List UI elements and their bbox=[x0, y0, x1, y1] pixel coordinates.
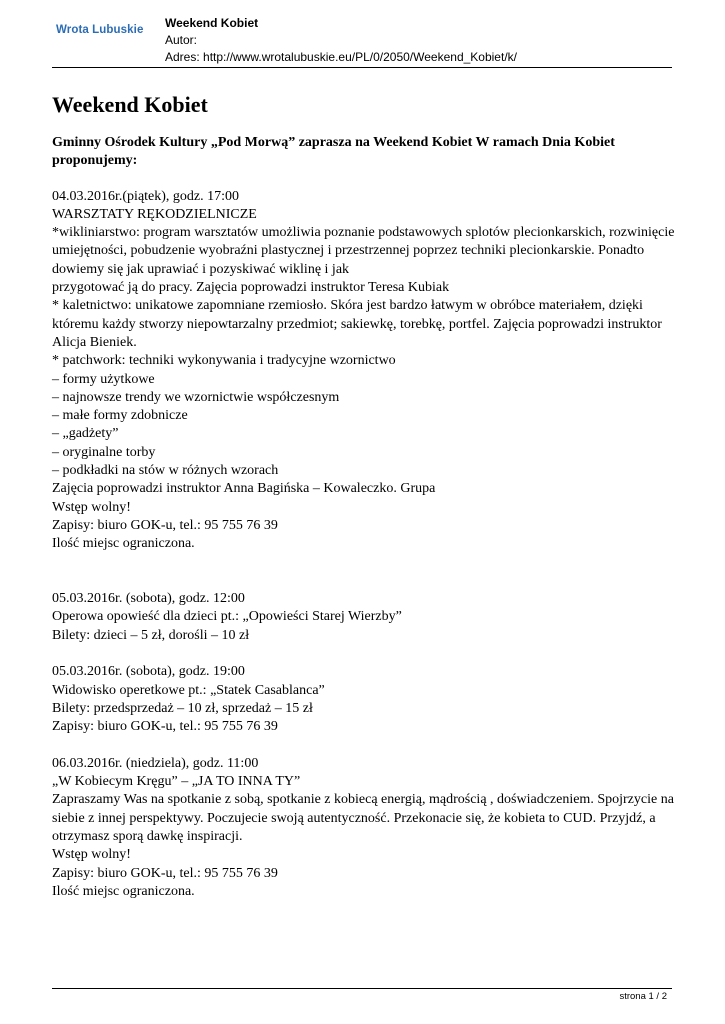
event-line: *wikliniarstwo: program warsztatów umożliwia poznanie podstawowych splotów plecionkarskich, rozwinięcie umiejętności, pobudzenie wyobraźni plastycznej i przestrzennej poprzez techniki plecionkarskie. Ponadto dowiemy się jak uprawiać i pozyskiwać wiklinę i jak bbox=[52, 225, 678, 277]
site-logo: Wrota Lubuskie bbox=[56, 24, 144, 36]
event-line: Bilety: dzieci – 5 zł, dorośli – 10 zł bbox=[52, 627, 250, 643]
event-line: – najnowsze trendy we wzornictwie współczesnym bbox=[52, 389, 340, 405]
event-block bbox=[52, 188, 677, 554]
event-line: – „gadżety” bbox=[52, 426, 119, 442]
event-line: Zajęcia poprowadzi instruktor Anna Bagińska – Kowaleczko. Grupa bbox=[52, 481, 436, 497]
spacer bbox=[52, 645, 677, 663]
event-line: WARSZTATY RĘKODZIELNICZE bbox=[52, 206, 257, 222]
header-address: Adres: http://www.wrotalubuskie.eu/PL/0/2050/Weekend_Kobiet/k/ bbox=[165, 50, 517, 64]
event-line: Zapisy: biuro GOK-u, tel.: 95 755 76 39 bbox=[52, 517, 278, 533]
footer-divider bbox=[52, 988, 672, 989]
event-line: 05.03.2016r. (sobota), godz. 19:00 bbox=[52, 664, 245, 680]
article-lead: Gminny Ośrodek Kultury „Pod Morwą” zaprasza na Weekend Kobiet W ramach Dnia Kobiet proponujemy: bbox=[52, 135, 615, 169]
event-list bbox=[52, 188, 677, 902]
header-title: Weekend Kobiet bbox=[165, 16, 259, 30]
event-line: – małe formy zdobnicze bbox=[52, 408, 188, 424]
article-title: Weekend Kobiet bbox=[52, 92, 208, 117]
event-line: Ilość miejsc ograniczona. bbox=[52, 536, 195, 552]
event-line: Operowa opowieść dla dzieci pt.: „Opowieści Starej Wierzby” bbox=[52, 609, 402, 625]
page-header bbox=[52, 12, 672, 68]
event-line: 05.03.2016r. (sobota), godz. 12:00 bbox=[52, 591, 245, 607]
event-line: Wstęp wolny! bbox=[52, 499, 131, 515]
event-line: – podkładki na stów w różnych wzorach bbox=[52, 463, 279, 479]
event-line: * kaletnictwo: unikatowe zapomniane rzemiosło. Skóra jest bardzo łatwym w obróbce materiałem, dzięki któremu każdy stworzy niepowtarzalny przedmiot; sakiewkę, torebkę, portfel. Zajęcia poprowadzi instruktor Alicja Bieniek. bbox=[52, 298, 665, 350]
event-line: Zapisy: biuro GOK-u, tel.: 95 755 76 39 bbox=[52, 719, 278, 735]
event-block bbox=[52, 590, 677, 645]
event-line: przygotować ją do pracy. Zajęcia poprowadzi instruktor Teresa Kubiak bbox=[52, 280, 450, 296]
spacer bbox=[52, 572, 677, 590]
event-line: Widowisko operetkowe pt.: „Statek Casablanca” bbox=[52, 682, 325, 698]
spacer bbox=[52, 737, 677, 755]
event-line: Wstęp wolny! bbox=[52, 847, 131, 863]
header-author: Autor: bbox=[165, 33, 198, 47]
event-line: 04.03.2016r.(piątek), godz. 17:00 bbox=[52, 188, 240, 204]
header-meta bbox=[165, 15, 517, 66]
page-number: strona 1 / 2 bbox=[619, 991, 667, 1002]
event-block bbox=[52, 755, 677, 901]
event-line: * patchwork: techniki wykonywania i tradycyjne wzornictwo bbox=[52, 353, 396, 369]
event-line: Zapisy: biuro GOK-u, tel.: 95 755 76 39 bbox=[52, 865, 278, 881]
event-line: Zapraszamy Was na spotkanie z sobą, spotkanie z kobiecą energią, mądrością , doświadczeniem. Spojrzycie na siebie z innej perspektywy. Poczujecie swoją autentyczność. Przekonacie się, że kobieta to CUD. Przyjdź, a otrzymasz sporą dawkę inspiracji. bbox=[52, 792, 678, 844]
event-block bbox=[52, 663, 677, 736]
event-line: – formy użytkowe bbox=[52, 371, 155, 387]
event-line: „W Kobiecym Kręgu” – „JA TO INNA TY” bbox=[52, 774, 301, 790]
event-line: Ilość miejsc ograniczona. bbox=[52, 883, 195, 899]
event-line: 06.03.2016r. (niedziela), godz. 11:00 bbox=[52, 755, 259, 771]
event-line: – oryginalne torby bbox=[52, 444, 156, 460]
spacer bbox=[52, 554, 677, 572]
article-content bbox=[52, 92, 677, 901]
event-line: Bilety: przedsprzedaż – 10 zł, sprzedaż – 15 zł bbox=[52, 700, 313, 716]
